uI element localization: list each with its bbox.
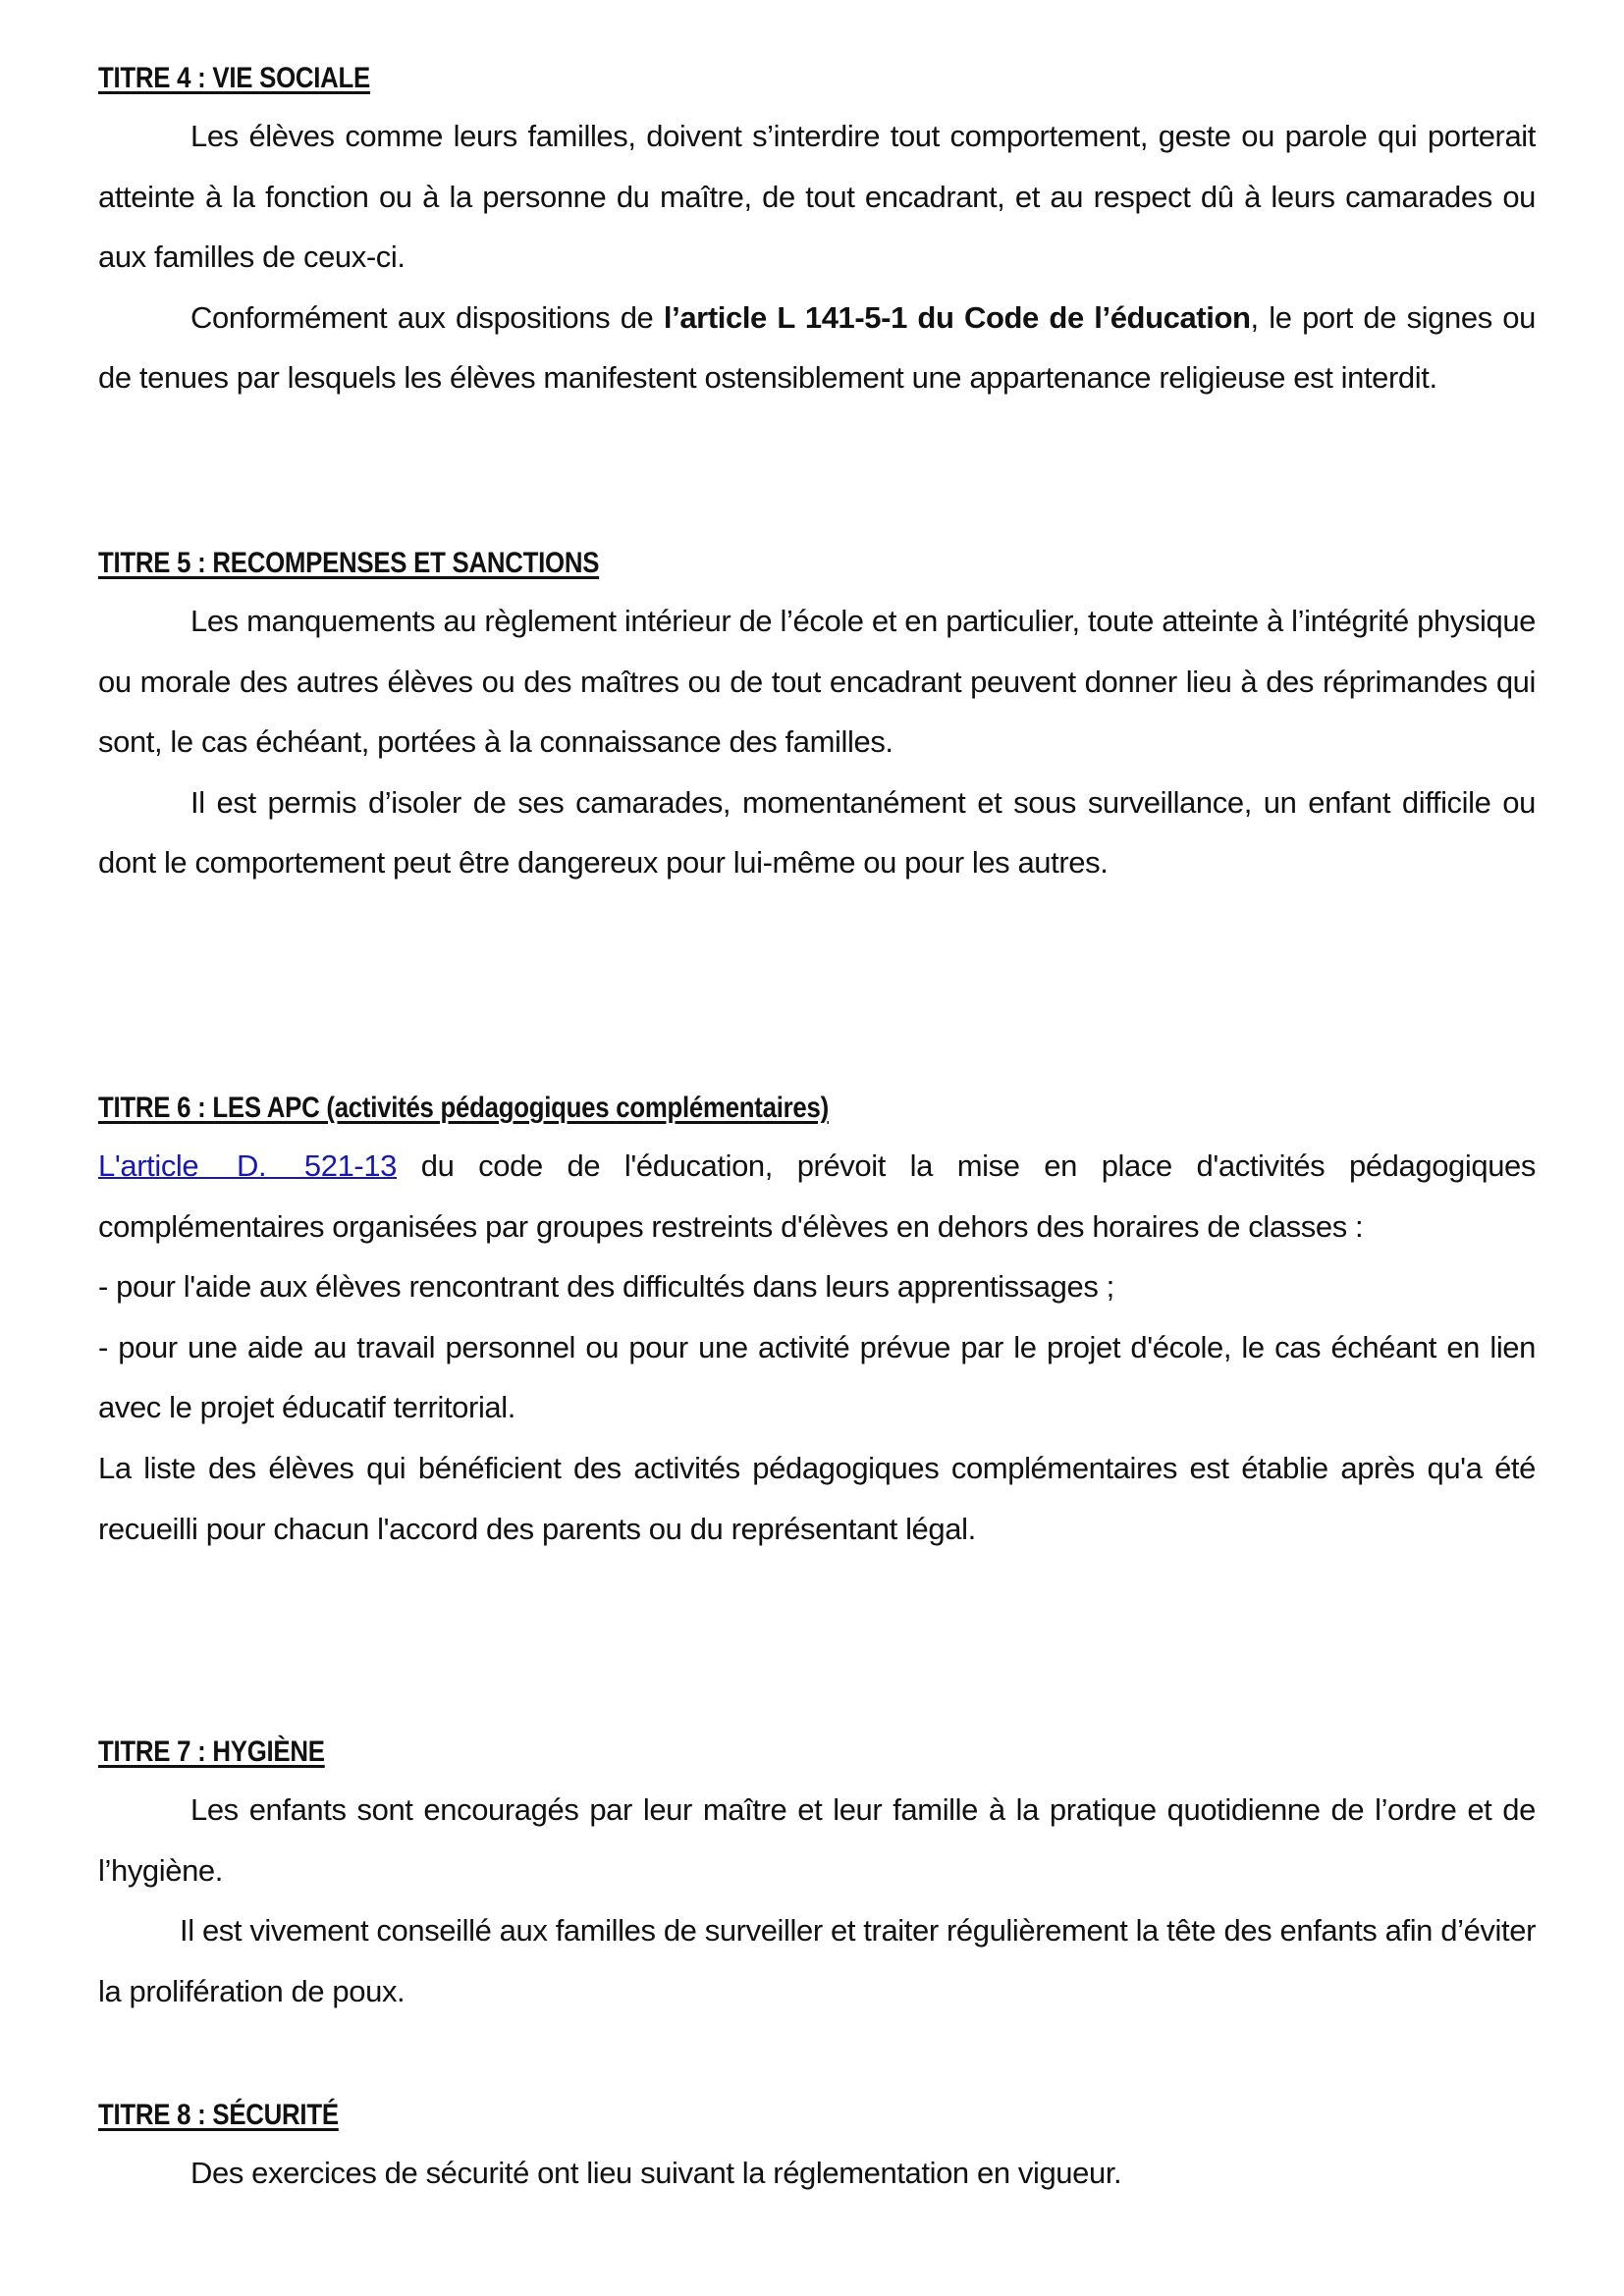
paragraph: Les enfants sont encouragés par leur maître et leur famille à la pratique quotidienne de l’ordre et de l’hygiène. bbox=[98, 1792, 1536, 1888]
section-titre-6 bbox=[98, 1081, 1536, 1559]
paragraph: Les manquements au règlement intérieur de l’école et en particulier, toute atteinte à l’intégrité physique ou morale des autres élèves ou des maîtres ou de tout encadrant peuvent donner lieu à des réprimandes qui sont, le cas échéant, portées à la connaissance des familles. bbox=[98, 604, 1536, 760]
section-titre-7 bbox=[98, 1725, 1536, 2021]
section-heading: TITRE 7 : HYGIÈNE bbox=[98, 1735, 325, 1768]
article-link[interactable]: L'article D. 521-13 bbox=[98, 1148, 398, 1183]
bullet-item: - pour l'aide aux élèves rencontrant des difficultés dans leurs apprentissages ; bbox=[98, 1269, 1114, 1305]
paragraph bbox=[98, 1136, 1536, 1256]
section-titre-8 bbox=[98, 2088, 1536, 2204]
section-heading: TITRE 8 : SÉCURITÉ bbox=[98, 2099, 339, 2131]
bullet-item: - pour une aide au travail personnel ou pour une activité prévue par le projet d'école, le cas échéant en lien avec le projet éducatif territorial. bbox=[98, 1329, 1536, 1425]
section-heading: TITRE 5 : RECOMPENSES ET SANCTIONS bbox=[98, 547, 600, 579]
paragraph bbox=[98, 288, 1536, 408]
paragraph: Des exercices de sécurité ont lieu suivant la réglementation en vigueur. bbox=[190, 2156, 1122, 2190]
section-titre-4 bbox=[98, 51, 1536, 408]
paragraph-text: du code de l'éducation, prévoit la mise en place d'activités pédagogiques complémentaires organisées par groupes restreints d'élèves en dehors des horaires de classes : bbox=[98, 1148, 1536, 1244]
paragraph: Il est vivement conseillé aux familles de surveiller et traiter régulièrement la tête des enfants afin d’éviter la prolifération de poux. bbox=[98, 1913, 1536, 2008]
section-titre-5 bbox=[98, 536, 1536, 893]
paragraph: Les élèves comme leurs familles, doivent s’interdire tout comportement, geste ou parole qui porterait atteinte à la fonction ou à la personne du maître, de tout encadrant, et au respect dû à leurs camarades ou aux familles de ceux-ci. bbox=[98, 119, 1536, 275]
paragraph-text: Conformément aux dispositions de bbox=[190, 299, 664, 335]
paragraph: La liste des élèves qui bénéficient des activités pédagogiques complémentaires est établie après qu'a été recueilli pour chacun l'accord des parents ou du représentant légal. bbox=[98, 1450, 1536, 1546]
section-heading: TITRE 4 : VIE SOCIALE bbox=[98, 62, 370, 94]
legal-reference: l’article L 141-5-1 du Code de l’éducation bbox=[663, 299, 1251, 335]
paragraph: Il est permis d’isoler de ses camarades, momentanément et sous surveillance, un enfant difficile ou dont le comportement peut être dangereux pour lui-même ou pour les autres. bbox=[98, 784, 1536, 881]
section-heading: TITRE 6 : LES APC (activités pédagogiques complémentaires) bbox=[98, 1092, 829, 1124]
paragraph-text: , le port de signes ou de tenues par lesquels les élèves manifestent ostensiblement une appartenance religieuse est interdit. bbox=[98, 299, 1536, 396]
